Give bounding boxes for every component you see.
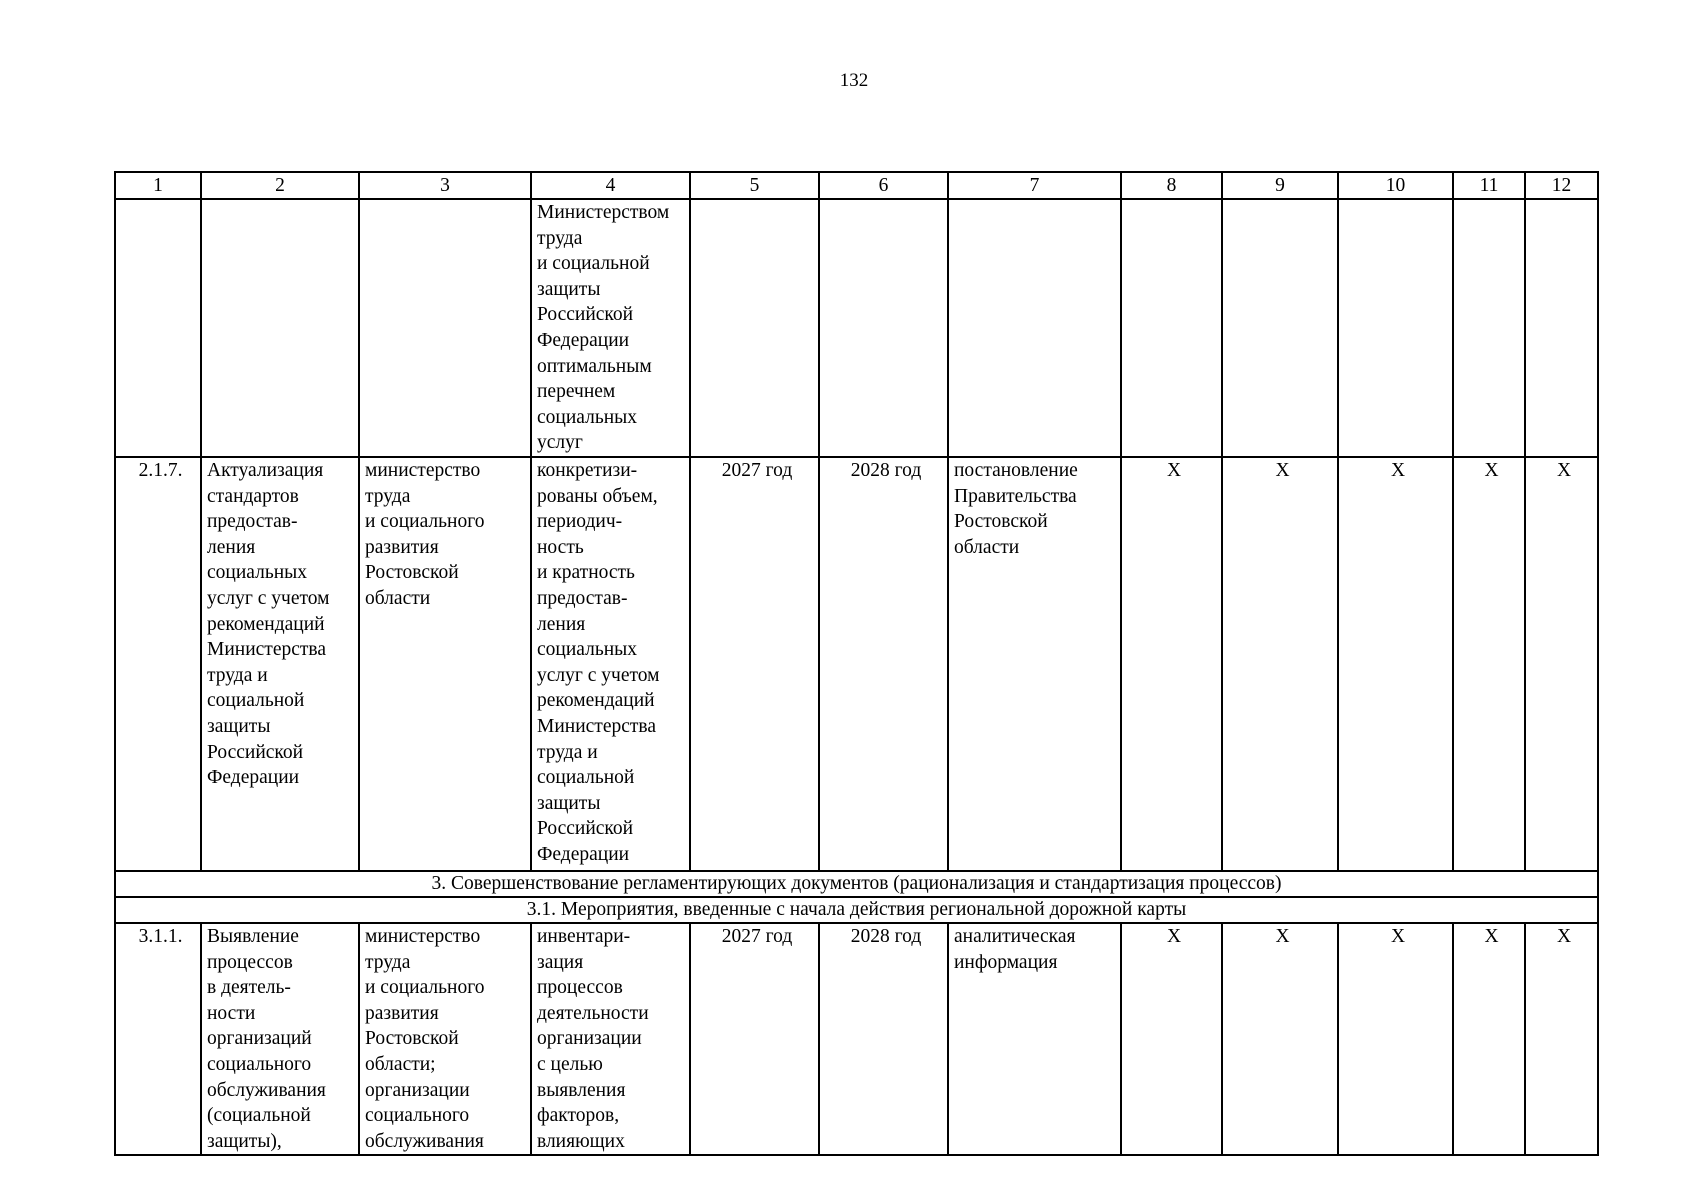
header-cell: 9 [1222,172,1338,199]
cell-line: ления [537,613,586,635]
cell-line: организаций [207,1028,312,1050]
measure-name-cell [201,457,359,871]
cell-line: постановление [954,460,1078,481]
cell-line: Российской [537,818,634,840]
cell-line: социальных [207,562,308,584]
cell-line: факторов, [537,1105,620,1127]
cell-line: процессов [537,977,623,999]
cell-line: области [365,587,431,609]
cell-line: Министерства [537,715,657,737]
document-cell [948,457,1121,871]
page-number: 132 [839,70,869,91]
header-cell: 1 [115,172,201,199]
cell-line: социального [207,1053,312,1075]
col-12-value: Х [1525,923,1598,1155]
cell-line: ности [207,1002,256,1024]
cell-line: министерство [365,460,481,481]
cell-line: обслуживания [207,1079,326,1101]
cell-line: организации [365,1079,470,1101]
start-date: 2027 год [690,923,819,1155]
cell-line: информация [954,951,1058,973]
cell-line: области [954,536,1020,558]
result-cell [531,457,690,871]
cell-line: услуг с учетом [537,664,660,686]
header-cell: 3 [359,172,531,199]
cell-line: Ростовской [954,511,1048,533]
cell-line: социальных [537,639,638,661]
subsection-row [115,897,1598,923]
header-cell: 4 [531,172,690,199]
header-cell: 7 [948,172,1121,199]
cell-line: процессов [207,951,293,973]
cell-line: защиты [537,792,601,814]
table-row-continuation [115,199,1598,457]
cell-line: труда [365,485,411,507]
table-row-3-1-1 [115,923,1598,1155]
cell-line: области; [365,1053,436,1075]
table-row-2-1-7 [115,457,1598,871]
col-12-value: Х [1525,457,1598,871]
item-number: 3.1.1. [115,923,201,1155]
cell-line: Выявление [207,926,299,947]
cell-line: периодич- [537,511,623,533]
cell-line: инвентари- [537,926,631,947]
header-cell: 11 [1453,172,1525,199]
cell-line: Ростовской [365,562,459,584]
cell-line: защиты [537,278,601,300]
cell-line: Российской [537,304,634,326]
start-date: 2027 год [690,457,819,871]
cell-line: Федерации [537,329,630,351]
col-11-value: Х [1453,457,1525,871]
col-9-value: Х [1222,457,1338,871]
col-11-value: Х [1453,923,1525,1155]
cell-line: выявления [537,1079,626,1101]
cell-line: зация [537,951,584,973]
cell-line: рекомендаций [537,690,655,712]
result-cell [531,923,690,1155]
cell-line: услуг с учетом [207,587,330,609]
cell-line: (социальной [207,1105,311,1127]
cell-line: социального [365,1105,470,1127]
section-row [115,871,1598,897]
cell-line: труда [365,951,411,973]
cell-line: предостав- [207,511,298,533]
end-date: 2028 год [819,923,948,1155]
executor-cell [359,457,531,871]
subsection-heading: 3.1. Мероприятия, введенные с начала действия региональной дорожной карты [115,897,1598,923]
cell-line: обслуживания [365,1130,484,1152]
header-cell: 8 [1121,172,1222,199]
cell-line: социальной [207,690,305,712]
end-date: 2028 год [819,457,948,871]
cell-line: Федерации [207,767,300,789]
cell-line: в деятель- [207,977,291,999]
header-cell: 5 [690,172,819,199]
cell-line: деятельности [537,1002,649,1024]
header-cell: 10 [1338,172,1453,199]
col-10-value: Х [1338,457,1453,871]
cell-line: защиты [207,715,271,737]
cell-line: перечнем [537,381,616,403]
executor-cell [359,923,531,1155]
cell-line: с целью [537,1053,603,1075]
header-cell: 2 [201,172,359,199]
cell-line: развития [365,536,439,558]
cell-line: труда и [537,741,598,763]
col-8-value: Х [1121,923,1222,1155]
col-9-value: Х [1222,923,1338,1155]
cell-line: Министерства [207,639,327,661]
cell-line: Министерством [537,202,670,223]
cell-line: труда [537,227,583,249]
measure-name-cell [201,923,359,1155]
cell-line: и кратность [537,562,635,584]
cell-line: рекомендаций [207,613,325,635]
header-cell: 6 [819,172,948,199]
header-cell: 12 [1525,172,1598,199]
cell-line: министерство [365,926,481,947]
cell-line: организации [537,1028,642,1050]
cell-line: конкретизи- [537,460,638,481]
cell-line: предостав- [537,587,628,609]
cell-line: стандартов [207,485,299,507]
document-cell [948,923,1121,1155]
cell-line: влияющих [537,1130,625,1152]
cell-line: социальной [537,767,635,789]
cell-line: защиты), [207,1130,282,1152]
cell-line: Федерации [537,843,630,865]
cell-line: аналитическая [954,926,1076,947]
cell-line: ления [207,536,256,558]
cell-line: развития [365,1002,439,1024]
cell-line: Ростовской [365,1028,459,1050]
cell-line: оптимальным [537,355,652,377]
cell-line: рованы объем, [537,485,658,507]
col-8-value: Х [1121,457,1222,871]
col-10-value: Х [1338,923,1453,1155]
cell-line: социальных [537,406,638,428]
item-number: 2.1.7. [115,457,201,871]
result-cell [531,199,690,457]
section-heading: 3. Совершенствование регламентирующих документов (рационализация и стандартизация процессов) [115,871,1598,897]
measures-table [114,171,1599,1156]
cell-line: труда и [207,664,268,686]
header-row [115,172,1598,199]
cell-line: Актуализация [207,460,324,481]
cell-line: и социальной [537,253,650,275]
cell-line: ность [537,536,584,558]
cell-line: Правительства [954,485,1077,507]
cell-line: услуг [537,432,583,454]
cell-line: и социального [365,977,485,999]
cell-line: Российской [207,741,304,763]
cell-line: и социального [365,511,485,533]
